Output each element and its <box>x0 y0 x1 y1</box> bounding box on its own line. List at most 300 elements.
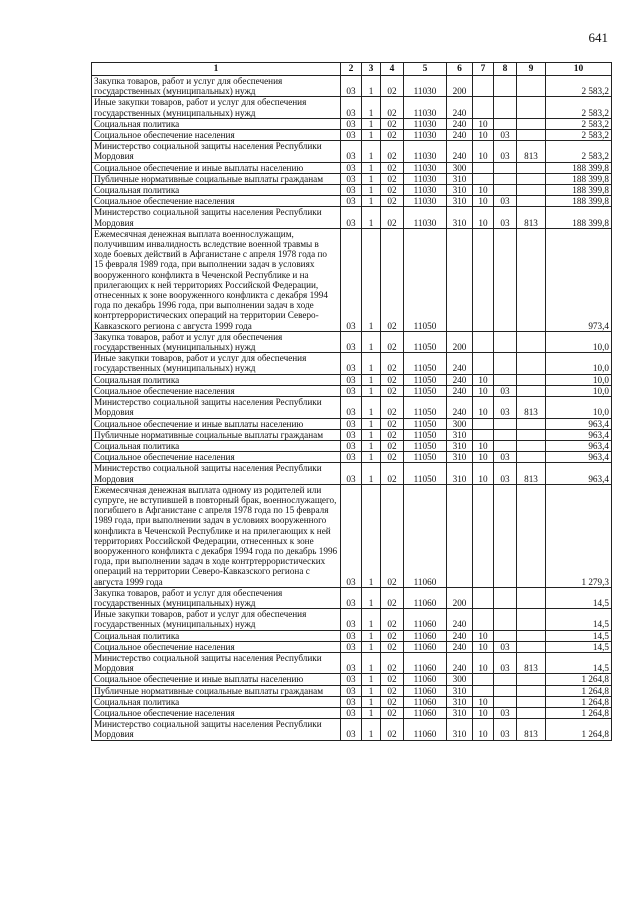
code-cell: 03 <box>341 587 362 608</box>
expense-type-cell: 240 <box>447 353 473 374</box>
chapter-cell <box>473 609 494 630</box>
ministry-cell <box>517 228 546 331</box>
subsection-cell <box>494 185 517 196</box>
table-row <box>92 418 612 429</box>
amount-cell: 2 583,2 <box>546 130 612 141</box>
code-cell: 03 <box>341 196 362 207</box>
subsection-cell <box>494 374 517 385</box>
table-row <box>92 707 612 718</box>
ministry-cell <box>517 331 546 352</box>
row-name-cell: Социальная политика <box>92 185 341 196</box>
expense-type-cell <box>447 484 473 587</box>
ministry-cell: 813 <box>517 141 546 162</box>
table-header <box>92 63 612 76</box>
section-cell: 02 <box>381 385 404 396</box>
target-cell: 11030 <box>404 196 447 207</box>
amount-cell: 1 264,8 <box>546 674 612 685</box>
chapter-cell: 10 <box>473 630 494 641</box>
target-cell: 11050 <box>404 353 447 374</box>
code-cell: 03 <box>341 385 362 396</box>
expense-type-cell: 310 <box>447 707 473 718</box>
expense-type-cell: 240 <box>447 630 473 641</box>
subcode-cell: 1 <box>362 674 381 685</box>
subcode-cell: 1 <box>362 76 381 97</box>
subcode-cell: 1 <box>362 707 381 718</box>
subcode-cell: 1 <box>362 228 381 331</box>
ministry-cell <box>517 118 546 129</box>
ministry-cell <box>517 440 546 451</box>
expense-type-cell: 240 <box>447 641 473 652</box>
subcode-cell: 1 <box>362 641 381 652</box>
code-cell: 03 <box>341 685 362 696</box>
code-cell: 03 <box>341 652 362 673</box>
subsection-cell <box>494 609 517 630</box>
target-cell: 11030 <box>404 97 447 118</box>
subcode-cell: 1 <box>362 440 381 451</box>
target-cell: 11050 <box>404 397 447 418</box>
subcode-cell: 1 <box>362 162 381 173</box>
ministry-cell: 813 <box>517 207 546 228</box>
ministry-cell <box>517 374 546 385</box>
table-row <box>92 385 612 396</box>
amount-cell: 973,4 <box>546 228 612 331</box>
section-cell: 02 <box>381 587 404 608</box>
code-cell: 03 <box>341 609 362 630</box>
section-cell: 02 <box>381 141 404 162</box>
subsection-cell: 03 <box>494 141 517 162</box>
ministry-cell <box>517 76 546 97</box>
row-name-cell: Министерство социальной защиты населения Республики Мордовия <box>92 207 341 228</box>
chapter-cell: 10 <box>473 385 494 396</box>
chapter-cell: 10 <box>473 397 494 418</box>
amount-cell: 14,5 <box>546 587 612 608</box>
row-name-cell: Иные закупки товаров, работ и услуг для обеспечения государственных (муниципальных) нужд <box>92 353 341 374</box>
section-cell: 02 <box>381 397 404 418</box>
amount-cell: 963,4 <box>546 452 612 463</box>
table-row <box>92 397 612 418</box>
column-header-10: 10 <box>546 63 612 76</box>
row-name-cell: Министерство социальной защиты населения Республики Мордовия <box>92 463 341 484</box>
target-cell: 11050 <box>404 418 447 429</box>
subcode-cell: 1 <box>362 652 381 673</box>
row-name-cell: Социальная политика <box>92 118 341 129</box>
expense-type-cell: 300 <box>447 418 473 429</box>
ministry-cell <box>517 385 546 396</box>
table-row <box>92 630 612 641</box>
subcode-cell: 1 <box>362 685 381 696</box>
subcode-cell: 1 <box>362 353 381 374</box>
amount-cell: 1 264,8 <box>546 685 612 696</box>
subsection-cell <box>494 76 517 97</box>
chapter-cell <box>473 418 494 429</box>
column-header-1: 1 <box>92 63 341 76</box>
amount-cell: 963,4 <box>546 418 612 429</box>
subsection-cell <box>494 685 517 696</box>
ministry-cell <box>517 429 546 440</box>
table-row <box>92 353 612 374</box>
row-name-cell: Социальная политика <box>92 440 341 451</box>
expense-type-cell: 310 <box>447 685 473 696</box>
subsection-cell <box>494 429 517 440</box>
table-row <box>92 440 612 451</box>
chapter-cell: 10 <box>473 719 494 740</box>
section-cell: 02 <box>381 463 404 484</box>
budget-table <box>91 62 612 741</box>
table-row <box>92 331 612 352</box>
chapter-cell <box>473 228 494 331</box>
subsection-cell: 03 <box>494 397 517 418</box>
ministry-cell <box>517 696 546 707</box>
expense-type-cell: 310 <box>447 207 473 228</box>
code-cell: 03 <box>341 228 362 331</box>
subcode-cell: 1 <box>362 196 381 207</box>
chapter-cell: 10 <box>473 696 494 707</box>
expense-type-cell: 310 <box>447 429 473 440</box>
chapter-cell: 10 <box>473 463 494 484</box>
expense-type-cell: 300 <box>447 674 473 685</box>
table-row <box>92 484 612 587</box>
amount-cell: 188 399,8 <box>546 173 612 184</box>
target-cell: 11030 <box>404 162 447 173</box>
ministry-cell <box>517 97 546 118</box>
row-name-cell: Социальное обеспечение населения <box>92 385 341 396</box>
amount-cell: 188 399,8 <box>546 196 612 207</box>
subsection-cell <box>494 440 517 451</box>
subcode-cell: 1 <box>362 374 381 385</box>
row-name-cell: Закупка товаров, работ и услуг для обеспечения государственных (муниципальных) нужд <box>92 587 341 608</box>
table-row <box>92 374 612 385</box>
amount-cell: 1 264,8 <box>546 707 612 718</box>
row-name-cell: Иные закупки товаров, работ и услуг для обеспечения государственных (муниципальных) нужд <box>92 609 341 630</box>
chapter-cell <box>473 331 494 352</box>
expense-type-cell: 240 <box>447 652 473 673</box>
section-cell: 02 <box>381 418 404 429</box>
expense-type-cell <box>447 228 473 331</box>
subsection-cell: 03 <box>494 452 517 463</box>
expense-type-cell: 240 <box>447 97 473 118</box>
row-name-cell: Иные закупки товаров, работ и услуг для обеспечения государственных (муниципальных) нужд <box>92 97 341 118</box>
code-cell: 03 <box>341 463 362 484</box>
table-row <box>92 196 612 207</box>
amount-cell: 1 264,8 <box>546 696 612 707</box>
target-cell: 11060 <box>404 674 447 685</box>
amount-cell: 10,0 <box>546 331 612 352</box>
section-cell: 02 <box>381 719 404 740</box>
expense-type-cell: 310 <box>447 440 473 451</box>
expense-type-cell: 200 <box>447 587 473 608</box>
table-row <box>92 185 612 196</box>
expense-type-cell: 310 <box>447 173 473 184</box>
chapter-cell: 10 <box>473 440 494 451</box>
subsection-cell <box>494 118 517 129</box>
amount-cell: 14,5 <box>546 630 612 641</box>
table-row <box>92 652 612 673</box>
ministry-cell <box>517 130 546 141</box>
subsection-cell <box>494 228 517 331</box>
target-cell: 11030 <box>404 130 447 141</box>
target-cell: 11030 <box>404 118 447 129</box>
column-header-7: 7 <box>473 63 494 76</box>
chapter-cell <box>473 685 494 696</box>
subsection-cell <box>494 630 517 641</box>
subcode-cell: 1 <box>362 630 381 641</box>
expense-type-cell: 310 <box>447 696 473 707</box>
code-cell: 03 <box>341 630 362 641</box>
row-name-cell: Закупка товаров, работ и услуг для обеспечения государственных (муниципальных) нужд <box>92 331 341 352</box>
code-cell: 03 <box>341 173 362 184</box>
target-cell: 11030 <box>404 185 447 196</box>
table-row <box>92 97 612 118</box>
target-cell: 11050 <box>404 374 447 385</box>
target-cell: 11050 <box>404 429 447 440</box>
expense-type-cell: 240 <box>447 141 473 162</box>
subsection-cell: 03 <box>494 463 517 484</box>
amount-cell: 2 583,2 <box>546 97 612 118</box>
row-name-cell: Министерство социальной защиты населения Республики Мордовия <box>92 397 341 418</box>
target-cell: 11060 <box>404 641 447 652</box>
table-row <box>92 76 612 97</box>
amount-cell: 963,4 <box>546 429 612 440</box>
subsection-cell: 03 <box>494 385 517 396</box>
row-name-cell: Публичные нормативные социальные выплаты гражданам <box>92 685 341 696</box>
subcode-cell: 1 <box>362 418 381 429</box>
table-row <box>92 685 612 696</box>
table-row <box>92 141 612 162</box>
subsection-cell <box>494 97 517 118</box>
subcode-cell: 1 <box>362 385 381 396</box>
row-name-cell: Социальное обеспечение и иные выплаты населению <box>92 162 341 173</box>
chapter-cell <box>473 162 494 173</box>
amount-cell: 10,0 <box>546 353 612 374</box>
section-cell: 02 <box>381 674 404 685</box>
subcode-cell: 1 <box>362 609 381 630</box>
ministry-cell: 813 <box>517 652 546 673</box>
amount-cell: 14,5 <box>546 652 612 673</box>
section-cell: 02 <box>381 652 404 673</box>
code-cell: 03 <box>341 374 362 385</box>
section-cell: 02 <box>381 641 404 652</box>
code-cell: 03 <box>341 207 362 228</box>
subsection-cell <box>494 674 517 685</box>
section-cell: 02 <box>381 173 404 184</box>
row-name-cell: Социальное обеспечение и иные выплаты населению <box>92 418 341 429</box>
row-name-cell: Социальная политика <box>92 696 341 707</box>
subcode-cell: 1 <box>362 719 381 740</box>
section-cell: 02 <box>381 207 404 228</box>
subsection-cell: 03 <box>494 196 517 207</box>
chapter-cell <box>473 353 494 374</box>
code-cell: 03 <box>341 429 362 440</box>
chapter-cell: 10 <box>473 141 494 162</box>
ministry-cell <box>517 418 546 429</box>
amount-cell: 2 583,2 <box>546 118 612 129</box>
subcode-cell: 1 <box>362 452 381 463</box>
table-row <box>92 429 612 440</box>
row-name-cell: Ежемесячная денежная выплата военнослужащим, получившим инвалидность вследствие военной травмы в ходе боевых действий в Афганистане с апреля 1978 года по 15 февраля 1989 года, при выполнении задач в условиях вооруженного конфликта в Чеченской Республике и на прилегающих к ней территориях Российской Федерации, отнесенных к зоне вооруженного конфликта с декабря 1994 года по декабрь 1996 года, при выполнении задач в ходе контртеррористических операций на территории Северо-Кавказского региона с августа 1999 года <box>92 228 341 331</box>
subcode-cell: 1 <box>362 130 381 141</box>
row-name-cell: Социальное обеспечение населения <box>92 130 341 141</box>
target-cell: 11060 <box>404 707 447 718</box>
expense-type-cell: 240 <box>447 118 473 129</box>
table-row <box>92 587 612 608</box>
ministry-cell <box>517 641 546 652</box>
target-cell: 11050 <box>404 452 447 463</box>
section-cell: 02 <box>381 707 404 718</box>
row-name-cell: Закупка товаров, работ и услуг для обеспечения государственных (муниципальных) нужд <box>92 76 341 97</box>
subcode-cell: 1 <box>362 587 381 608</box>
table-row <box>92 173 612 184</box>
code-cell: 03 <box>341 707 362 718</box>
amount-cell: 10,0 <box>546 374 612 385</box>
section-cell: 02 <box>381 696 404 707</box>
subcode-cell: 1 <box>362 185 381 196</box>
code-cell: 03 <box>341 484 362 587</box>
table-row <box>92 130 612 141</box>
subcode-cell: 1 <box>362 696 381 707</box>
expense-type-cell: 310 <box>447 463 473 484</box>
row-name-cell: Ежемесячная денежная выплата одному из родителей или супруге, не вступившей в повторный брак, военнослужащего, погибшего в Афганистане с апреля 1978 года по 15 февраля 1989 года, при выполнении задач в условиях вооруженного конфликта в Чеченской Республике и на прилегающих к ней территориях Российской Федерации, отнесенных к зоне вооруженного конфликта с декабря 1994 года по декабрь 1996 года, при выполнении задач в ходе контртеррористических операций на территории Северо-Кавказского региона с августа 1999 года <box>92 484 341 587</box>
row-name-cell: Социальное обеспечение населения <box>92 641 341 652</box>
amount-cell: 10,0 <box>546 397 612 418</box>
code-cell: 03 <box>341 76 362 97</box>
ministry-cell <box>517 484 546 587</box>
amount-cell: 188 399,8 <box>546 185 612 196</box>
table-row <box>92 674 612 685</box>
expense-type-cell: 300 <box>447 162 473 173</box>
row-name-cell: Социальное обеспечение населения <box>92 452 341 463</box>
section-cell: 02 <box>381 374 404 385</box>
expense-type-cell: 240 <box>447 130 473 141</box>
section-cell: 02 <box>381 97 404 118</box>
page-number: 641 <box>588 30 608 45</box>
code-cell: 03 <box>341 185 362 196</box>
code-cell: 03 <box>341 674 362 685</box>
target-cell: 11050 <box>404 385 447 396</box>
section-cell: 02 <box>381 118 404 129</box>
subsection-cell <box>494 696 517 707</box>
chapter-cell: 10 <box>473 185 494 196</box>
chapter-cell <box>473 484 494 587</box>
section-cell: 02 <box>381 429 404 440</box>
column-header-3: 3 <box>362 63 381 76</box>
target-cell: 11050 <box>404 228 447 331</box>
subsection-cell: 03 <box>494 641 517 652</box>
subcode-cell: 1 <box>362 207 381 228</box>
ministry-cell <box>517 162 546 173</box>
expense-type-cell: 310 <box>447 452 473 463</box>
expense-type-cell: 200 <box>447 331 473 352</box>
code-cell: 03 <box>341 118 362 129</box>
subcode-cell: 1 <box>362 97 381 118</box>
code-cell: 03 <box>341 418 362 429</box>
row-name-cell: Социальное обеспечение населения <box>92 196 341 207</box>
ministry-cell <box>517 707 546 718</box>
table-row <box>92 641 612 652</box>
section-cell: 02 <box>381 484 404 587</box>
chapter-cell: 10 <box>473 374 494 385</box>
table-row <box>92 452 612 463</box>
target-cell: 11060 <box>404 630 447 641</box>
code-cell: 03 <box>341 397 362 418</box>
row-name-cell: Социальное обеспечение населения <box>92 707 341 718</box>
subsection-cell <box>494 353 517 374</box>
column-header-5: 5 <box>404 63 447 76</box>
column-header-8: 8 <box>494 63 517 76</box>
chapter-cell <box>473 587 494 608</box>
ministry-cell <box>517 630 546 641</box>
target-cell: 11030 <box>404 173 447 184</box>
ministry-cell <box>517 185 546 196</box>
section-cell: 02 <box>381 440 404 451</box>
target-cell: 11060 <box>404 484 447 587</box>
subsection-cell <box>494 331 517 352</box>
subcode-cell: 1 <box>362 397 381 418</box>
ministry-cell <box>517 353 546 374</box>
subcode-cell: 1 <box>362 484 381 587</box>
amount-cell: 1 264,8 <box>546 719 612 740</box>
section-cell: 02 <box>381 685 404 696</box>
ministry-cell <box>517 587 546 608</box>
target-cell: 11050 <box>404 463 447 484</box>
ministry-cell <box>517 609 546 630</box>
row-name-cell: Социальная политика <box>92 374 341 385</box>
amount-cell: 2 583,2 <box>546 141 612 162</box>
chapter-cell: 10 <box>473 641 494 652</box>
expense-type-cell: 310 <box>447 196 473 207</box>
subsection-cell <box>494 587 517 608</box>
ministry-cell: 813 <box>517 397 546 418</box>
expense-type-cell: 240 <box>447 385 473 396</box>
code-cell: 03 <box>341 97 362 118</box>
target-cell: 11030 <box>404 76 447 97</box>
section-cell: 02 <box>381 331 404 352</box>
expense-type-cell: 240 <box>447 609 473 630</box>
section-cell: 02 <box>381 130 404 141</box>
chapter-cell: 10 <box>473 207 494 228</box>
amount-cell: 1 279,3 <box>546 484 612 587</box>
header-row <box>92 63 612 76</box>
code-cell: 03 <box>341 440 362 451</box>
chapter-cell: 10 <box>473 652 494 673</box>
subsection-cell: 03 <box>494 707 517 718</box>
section-cell: 02 <box>381 353 404 374</box>
target-cell: 11060 <box>404 587 447 608</box>
code-cell: 03 <box>341 331 362 352</box>
target-cell: 11030 <box>404 207 447 228</box>
expense-type-cell: 200 <box>447 76 473 97</box>
row-name-cell: Социальная политика <box>92 630 341 641</box>
subsection-cell: 03 <box>494 207 517 228</box>
chapter-cell: 10 <box>473 196 494 207</box>
section-cell: 02 <box>381 162 404 173</box>
table-row <box>92 696 612 707</box>
table-row <box>92 609 612 630</box>
amount-cell: 963,4 <box>546 463 612 484</box>
code-cell: 03 <box>341 719 362 740</box>
code-cell: 03 <box>341 141 362 162</box>
subcode-cell: 1 <box>362 118 381 129</box>
amount-cell: 188 399,8 <box>546 162 612 173</box>
column-header-6: 6 <box>447 63 473 76</box>
row-name-cell: Министерство социальной защиты населения Республики Мордовия <box>92 719 341 740</box>
ministry-cell <box>517 674 546 685</box>
chapter-cell <box>473 429 494 440</box>
expense-type-cell: 310 <box>447 185 473 196</box>
amount-cell: 10,0 <box>546 385 612 396</box>
table-row <box>92 162 612 173</box>
table-row <box>92 207 612 228</box>
target-cell: 11050 <box>404 440 447 451</box>
